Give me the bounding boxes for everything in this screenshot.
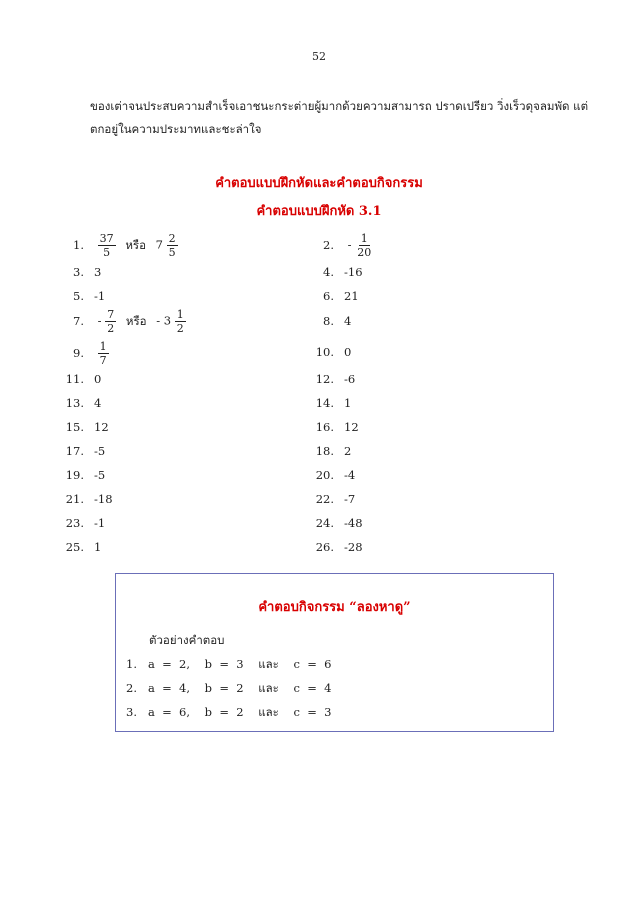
answer-number: 17. (65, 444, 84, 458)
answer-19 (62, 468, 105, 482)
answer-value: 0 (344, 345, 352, 359)
answer-24 (312, 516, 363, 530)
denominator: 5 (168, 246, 176, 259)
answer-number: 12. (315, 372, 334, 386)
answer-number: 4. (323, 265, 334, 279)
fraction (98, 232, 116, 259)
answer-18 (312, 444, 351, 458)
answer-value: 12 (344, 420, 359, 434)
answer-value: -48 (344, 516, 363, 530)
intro-paragraph (90, 95, 589, 141)
answer-value: 1 (94, 540, 102, 554)
numerator: 1 (360, 232, 368, 245)
answer-number: 10. (315, 345, 334, 359)
answer-number: 26. (315, 540, 334, 554)
answer-value: 4 (344, 314, 352, 328)
answer-1 (62, 232, 178, 259)
answer-number: 1. (73, 237, 84, 252)
answer-number: 3. (73, 265, 84, 279)
answer-3 (62, 265, 101, 279)
answer-5 (62, 289, 105, 303)
answer-number: 15. (65, 420, 84, 434)
answer-6 (312, 289, 359, 303)
numerator: 7 (107, 308, 115, 321)
answer-22 (312, 492, 355, 506)
page-number: 52 (312, 50, 326, 63)
mixed-fraction (167, 232, 178, 259)
answer-value: 0 (94, 372, 102, 386)
mixed-fraction (175, 308, 186, 335)
example-label: ตัวอย่างคำตอบ (149, 633, 225, 647)
answer-16 (312, 420, 359, 434)
activity-answer-line-3: 3. a = 6, b = 2 และ c = 3 (126, 705, 332, 719)
answer-number: 18. (315, 444, 334, 458)
answer-value: -1 (94, 289, 106, 303)
fraction (355, 232, 373, 259)
answer-value: -16 (344, 265, 363, 279)
exercise-heading: คำตอบแบบฝึกหัด 3.1 (256, 204, 382, 219)
answer-14 (312, 396, 351, 410)
denominator: 20 (357, 246, 372, 259)
or-word: หรือ (125, 313, 147, 328)
whole-part: - 3 (156, 313, 172, 328)
answer-value: 12 (94, 420, 109, 434)
activity-title: คำตอบกิจกรรม “ลองหาดู” (258, 600, 411, 615)
answer-number: 5. (73, 289, 84, 303)
intro-line-2: ตกอยู่ในความประมาทและชะล่าใจ (90, 122, 262, 136)
answer-number: 19. (65, 468, 84, 482)
fraction (105, 308, 116, 335)
answer-number: 8. (323, 314, 334, 328)
answer-25 (62, 540, 101, 554)
answer-21 (62, 492, 113, 506)
answer-number: 6. (323, 289, 334, 303)
answer-value: -5 (94, 468, 106, 482)
answer-4 (312, 265, 363, 279)
answer-number: 24. (315, 516, 334, 530)
sign: - (347, 237, 352, 252)
or-word: หรือ (125, 237, 146, 252)
answer-26 (312, 540, 363, 554)
answer-2 (312, 232, 373, 259)
sign: - (97, 313, 102, 328)
whole-part: 7 (155, 237, 163, 252)
denominator: 7 (99, 354, 107, 367)
answer-value: -18 (94, 492, 113, 506)
activity-answer-line-2: 2. a = 4, b = 2 และ c = 4 (126, 681, 332, 695)
answer-value: -7 (344, 492, 356, 506)
answer-number: 21. (65, 492, 84, 506)
answer-value: -28 (344, 540, 363, 554)
answer-value: -1 (94, 516, 106, 530)
numerator: 1 (99, 340, 107, 353)
answer-10 (312, 345, 351, 359)
numerator: 37 (99, 232, 114, 245)
intro-line-1: ของเต่าจนประสบความสำเร็จเอาชนะกระต่ายผู้มากด้วยความสามารถ ปราดเปรียว วิ่งเร็วดุจลมพัด แต่ (90, 99, 589, 113)
answer-17 (62, 444, 105, 458)
answer-number: 7. (73, 313, 84, 328)
answer-number: 13. (65, 396, 84, 410)
answer-value: 3 (94, 265, 102, 279)
activity-answer-line-1: 1. a = 2, b = 3 และ c = 6 (126, 657, 332, 671)
denominator: 2 (107, 322, 115, 335)
answer-value: 21 (344, 289, 359, 303)
answer-value: -6 (344, 372, 356, 386)
answer-number: 2. (323, 237, 334, 252)
answer-number: 11. (65, 372, 84, 386)
answer-11 (62, 372, 101, 386)
denominator: 2 (176, 322, 184, 335)
answer-number: 14. (315, 396, 334, 410)
answer-number: 9. (73, 345, 84, 360)
answer-value: -4 (344, 468, 356, 482)
answer-number: 20. (315, 468, 334, 482)
answer-value: 1 (344, 396, 352, 410)
answer-number: 25. (65, 540, 84, 554)
answer-value: 4 (94, 396, 102, 410)
answer-8 (312, 314, 351, 328)
answer-15 (62, 420, 109, 434)
answer-20 (312, 468, 355, 482)
answer-number: 16. (315, 420, 334, 434)
answer-7 (62, 308, 186, 335)
section-heading: คำตอบแบบฝึกหัดและคำตอบกิจกรรม (215, 176, 423, 191)
answer-number: 23. (65, 516, 84, 530)
answer-23 (62, 516, 105, 530)
answer-9 (62, 340, 109, 367)
activity-answer-box (115, 573, 554, 732)
answer-value: -5 (94, 444, 106, 458)
answer-13 (62, 396, 101, 410)
fraction (98, 340, 109, 367)
numerator: 2 (168, 232, 176, 245)
numerator: 1 (176, 308, 184, 321)
answer-value: 2 (344, 444, 352, 458)
answer-12 (312, 372, 355, 386)
answer-number: 22. (315, 492, 334, 506)
denominator: 5 (103, 246, 111, 259)
